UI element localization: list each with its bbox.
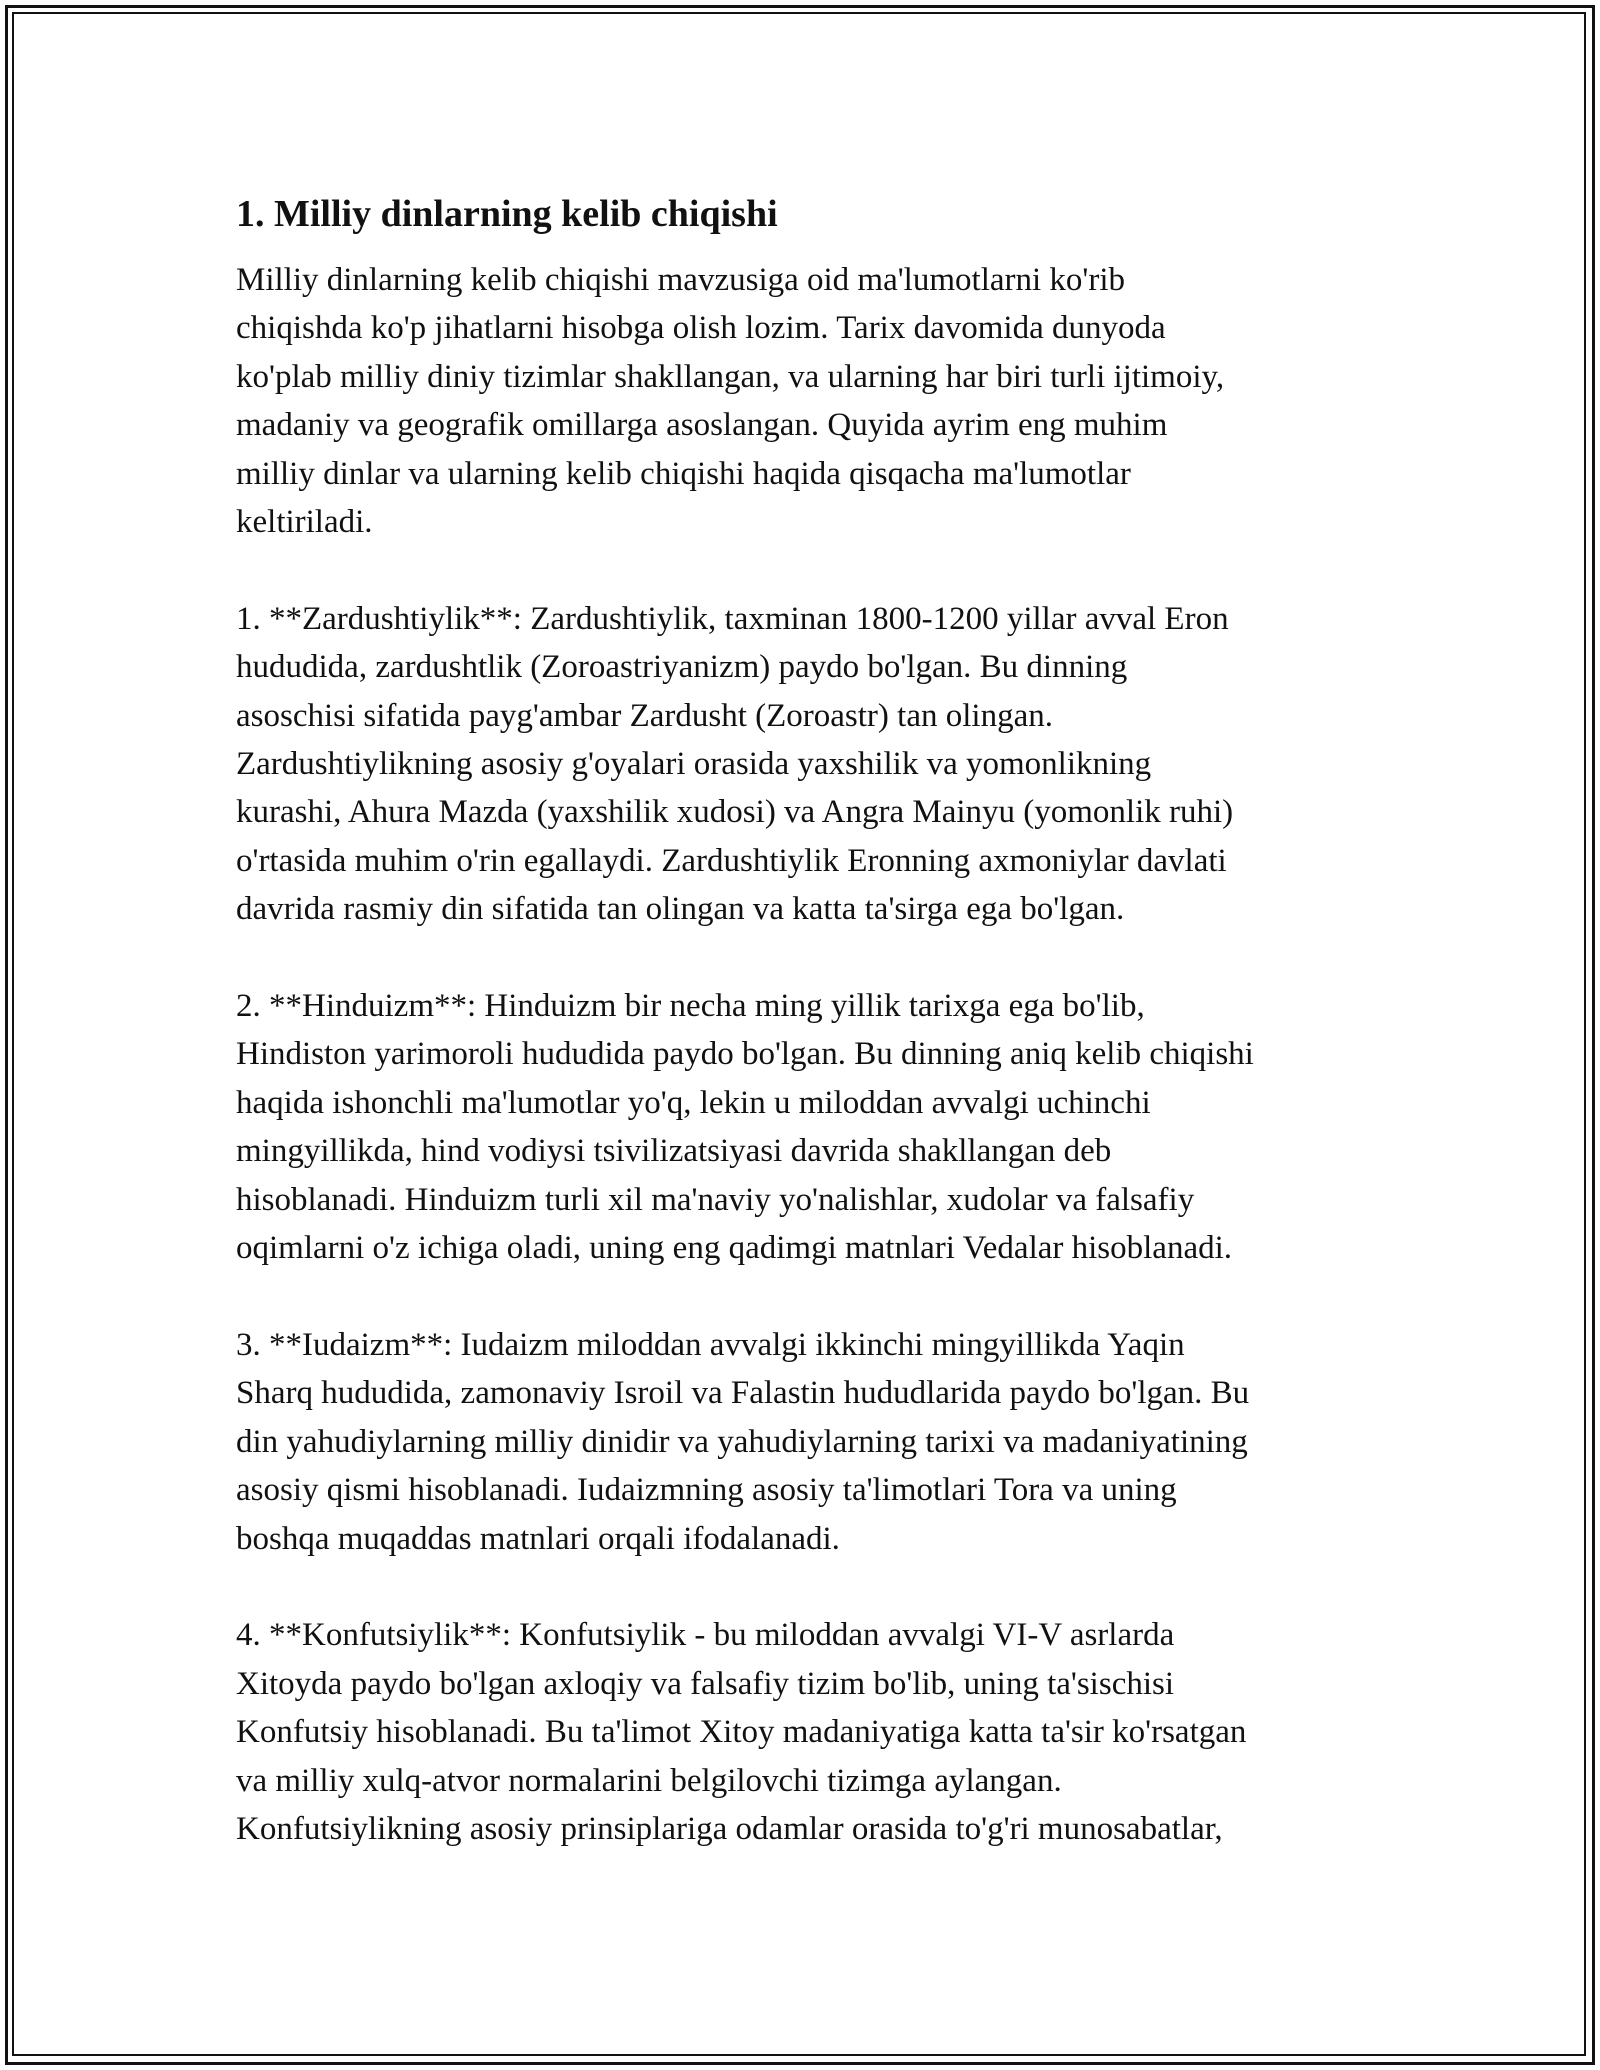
- paragraph-zardushtiylik: 1. **Zardushtiylik**: Zardushtiylik, taxminan 1800-1200 yillar avval Eron hududida, zardushtlik (Zoroastriyanizm) paydo bo'lgan. Bu dinning asoschisi sifatida payg'ambar Zardusht (Zoroastr) tan olingan. Zardushtiylikning asosiy g'oyalari orasida yaxshilik va yomonlikning kurashi, Ahura Mazda (yaxshilik xudosi) va Angra Mainyu (yomonlik ruhi) o'rtasida muhim o'rin egallaydi. Zardushtiylik Eronning axmoniylar davlati davrida rasmiy din sifatida tan olingan va katta ta'sirga ega bo'lgan.: [236, 600, 1234, 928]
- intro-paragraph: Milliy dinlarning kelib chiqishi mavzusiga oid ma'lumotlarni ko'rib chiqishda ko'p jihatlarni hisobga olish lozim. Tarix davomida dunyoda ko'plab milliy diniy tizimlar shakllangan, va ularning har biri turli ijtimoiy, madaniy va geografik omillarga asoslangan. Quyida ayrim eng muhim milliy dinlar va ularning kelib chiqishi haqida qisqacha ma'lumotlar keltiriladi.: [236, 262, 1225, 541]
- paragraph-hinduizm: 2. **Hinduizm**: Hinduizm bir necha ming yillik tarixga ega bo'lib, Hindiston yarimoroli hududida paydo bo'lgan. Bu dinning aniq kelib chiqishi haqida ishonchli ma'lumotlar yo'q, lekin u miloddan avvalgi uchinchi mingyillikda, hind vodiysi tsivilizatsiyasi davrida shakllangan deb hisoblanadi. Hinduizm turli xil ma'naviy yo'nalishlar, xudolar va falsafiy oqimlarni o'z ichiga oladi, uning eng qadimgi matnlari Vedalar hisoblanadi.: [236, 988, 1254, 1267]
- document-body: [236, 186, 1386, 1853]
- section-heading: 1. Milliy dinlarning kelib chiqishi: [236, 193, 778, 235]
- paragraph-konfutsiylik: 4. **Konfutsiylik**: Konfutsiylik - bu miloddan avvalgi VI-V asrlarda Xitoyda paydo bo'lgan axloqiy va falsafiy tizim bo'lib, uning ta'sischisi Konfutsiy hisoblanadi. Bu ta'limot Xitoy madaniyatiga katta ta'sir ko'rsatgan va milliy xulq-atvor normalarini belgilovchi tizimga aylangan. Konfutsiylikning asosiy prinsiplariga odamlar orasida to'g'ri munosabatlar,: [236, 1617, 1247, 1847]
- paragraph-iudaizm: 3. **Iudaizm**: Iudaizm miloddan avvalgi ikkinchi mingyillikda Yaqin Sharq hududida, zamonaviy Isroil va Falastin hududlarida paydo bo'lgan. Bu din yahudiylarning milliy dinidir va yahudiylarning tarixi va madaniyatining asosiy qismi hisoblanadi. Iudaizmning asosiy ta'limotlari Tora va uning boshqa muqaddas matnlari orqali ifodalanadi.: [236, 1326, 1250, 1557]
